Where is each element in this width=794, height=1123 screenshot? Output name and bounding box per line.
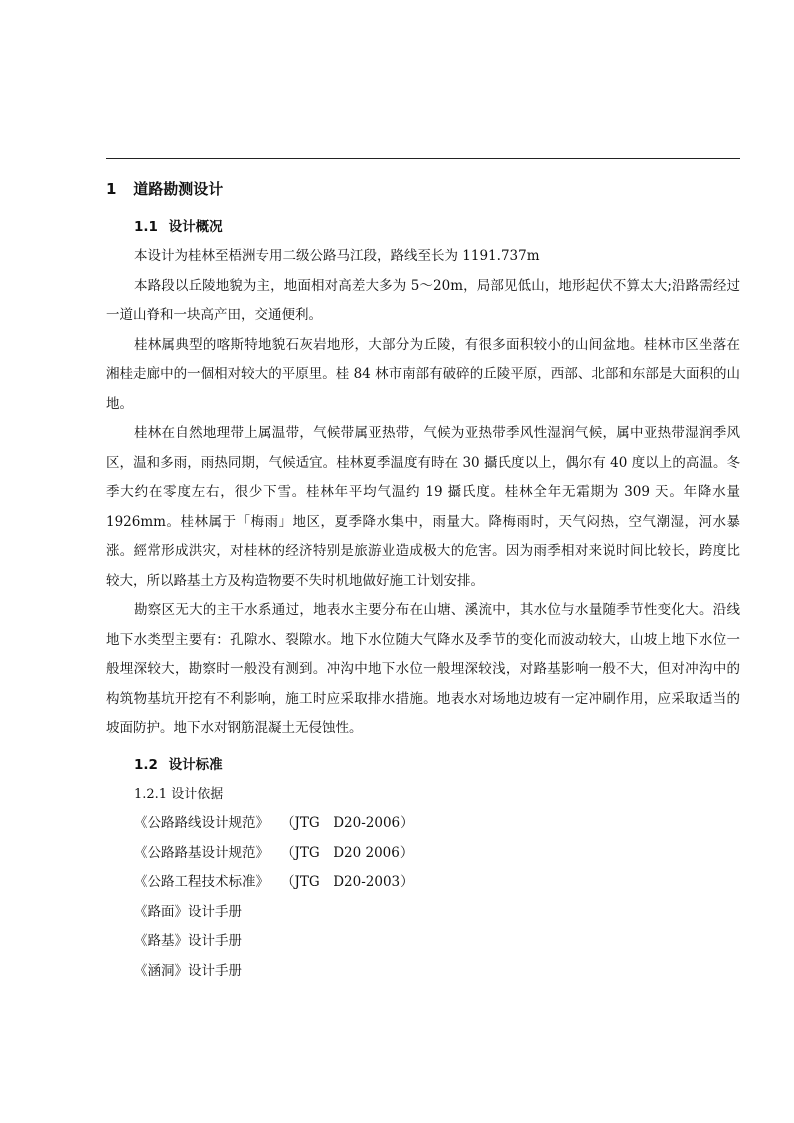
reference-name: 《涵洞》设计手册 — [134, 962, 242, 979]
reference-item — [106, 957, 740, 987]
subsection-number: 1.2.1 — [134, 786, 168, 802]
paragraph-karst-landform: 桂林属典型的喀斯特地貌石灰岩地形，大部分为丘陵，有很多面积较小的山间盆地。桂林市区坐落在湘桂走廊中的一個相对较大的平原里。桂 84 林市南部有破碎的丘陵平原，西部、北部和东部是大面积的山地。 — [106, 336, 740, 412]
reference-code: （JTG D20 2006） — [281, 844, 414, 861]
reference-name: 《公路工程技术标准》 — [134, 874, 269, 890]
section-title: 设计概况 — [168, 219, 223, 235]
document-page — [106, 172, 740, 986]
section-heading-1-2 — [106, 750, 740, 780]
reference-item — [106, 898, 740, 928]
paragraph-terrain: 本路段以丘陵地貌为主，地面相对高差大多为 5～20m，局部见低山，地形起伏不算太大;沿路需经过一道山脊和一块高产田，交通便利。 — [106, 277, 740, 323]
subsection-heading-1-2-1 — [106, 780, 740, 810]
reference-item — [106, 927, 740, 957]
subsection-title: 设计依据 — [171, 786, 224, 802]
reference-code: （JTG D20-2006） — [281, 815, 414, 831]
reference-name: 《路基》设计手册 — [134, 933, 242, 949]
section-title: 设计标准 — [168, 756, 223, 773]
reference-name: 《公路路基设计规范》 — [134, 844, 269, 861]
section-heading-1-1 — [106, 212, 740, 242]
paragraph-hydrology: 勘察区无大的主干水系通过，地表水主要分布在山塘、溪流中，其水位与水量随季节性变化大。沿线地下水类型主要有：孔隙水、裂隙水。地下水位随大气降水及季节的变化而波动较大，山坡上地下水位一般埋深较大，勘察时一般没有测到。冲沟中地下水位一般埋深较浅，对路基影响一般不大，但对冲沟中的构筑物基坑开挖有不利影响，施工时应采取排水措施。地表水对场地边坡有一定冲刷作用，应采取适当的坡面防护。地下水对钢筋混凝土无侵蚀性。 — [106, 602, 740, 736]
reference-name: 《公路路线设计规范》 — [134, 815, 269, 831]
reference-code: （JTG D20-2003） — [281, 874, 414, 890]
paragraph-climate: 桂林在自然地理带上属温带，气候带属亚热带，气候为亚热带季风性湿润气候，属中亚热带湿润季风区，温和多雨，雨热同期，气候适宜。桂林夏季温度有時在 30 攝氏度以上，偶尔有 40 度以上的高温。冬季大约在零度左右，很少下雪。桂林年平均气温约 19 攝氏度。桂林全年无霜期为 309 天。年降水量 1926mm。桂林属于「梅雨」地区，夏季降水集中，雨量大。降梅雨时，天气闷热，空气潮湿，河水暴涨。經常形成洪灾，对桂林的经济特别是旅游业造成极大的危害。因为雨季相对来说时间比较长，跨度比较大，所以路基土方及构造物要不失时机地做好施工计划安排。 — [106, 425, 740, 589]
chapter-number: 1 — [106, 180, 117, 198]
reference-name: 《路面》设计手册 — [134, 903, 242, 920]
chapter-heading — [106, 172, 740, 206]
reference-item — [106, 839, 740, 869]
reference-item — [106, 868, 740, 898]
chapter-title: 道路勘测设计 — [133, 180, 224, 198]
paragraph-route-length: 本设计为桂林至梧洲专用二级公路马江段，路线至长为 1191.737m — [134, 248, 540, 264]
section-number: 1.2 — [134, 756, 158, 773]
section-number: 1.1 — [134, 219, 158, 235]
header-rule — [106, 158, 740, 159]
reference-item — [106, 809, 740, 839]
